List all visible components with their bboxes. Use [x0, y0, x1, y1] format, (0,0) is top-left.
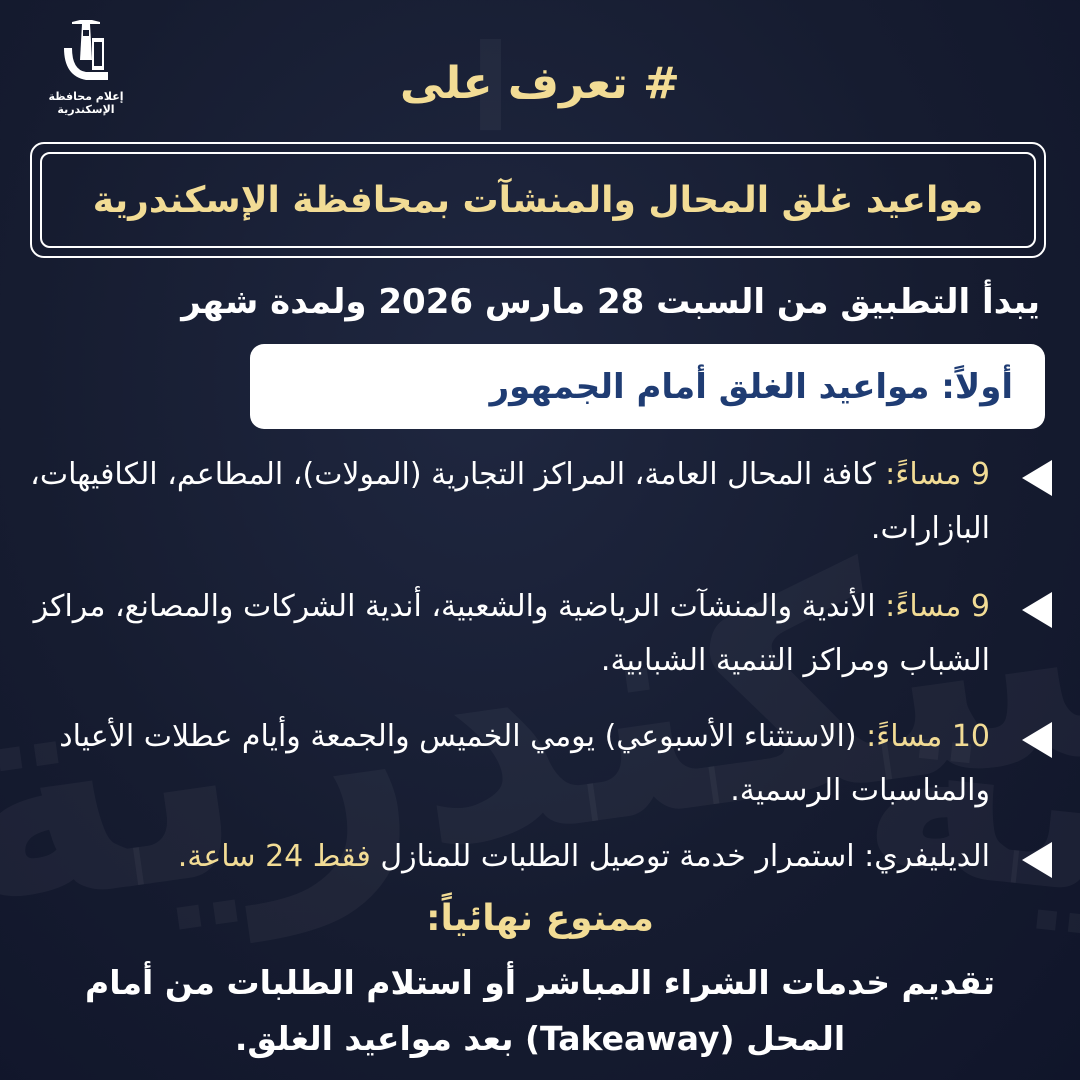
title-frame: [30, 142, 1046, 258]
item-text: (الاستثناء الأسبوعي) يومي الخميس والجمعة وأيام عطلات الأعياد والمناسبات الرسمية.: [59, 719, 990, 808]
closing-time: 9 مساءً:: [885, 457, 990, 492]
item-text: الأندية والمنشآت الرياضية والشعبية، أندية الشركات والمصانع، مراكز الشباب ومراكز التنمية الشبابية.: [33, 589, 990, 678]
closing-time: 10 مساءً:: [866, 719, 990, 754]
triangle-bullet-icon: [1022, 460, 1052, 496]
section-header-box: [250, 344, 1045, 429]
item-text: الديليفري: استمرار خدمة توصيل الطلبات للمنازل: [370, 839, 990, 874]
prohibition-text: تقديم خدمات الشراء المباشر أو استلام الطلبات من أمام المحل (Takeaway) بعد مواعيد الغلق.: [85, 963, 995, 1058]
triangle-bullet-icon: [1022, 722, 1052, 758]
logo-text-line1: إعلام محافظة: [48, 90, 124, 103]
page-title: مواعيد غلق المحال والمنشآت بمحافظة الإسكندرية: [92, 179, 984, 221]
list-item: [20, 580, 990, 688]
prohibition-title: ممنوع نهائياً:: [426, 898, 654, 939]
triangle-bullet-icon: [1022, 592, 1052, 628]
item-text: كافة المحال العامة، المراكز التجارية (المولات)، المطاعم، الكافيهات، البازارات.: [30, 457, 990, 546]
section-title: أولاً: مواعيد الغلق أمام الجمهور: [489, 366, 1013, 407]
list-item: [20, 448, 990, 556]
start-date-text: يبدأ التطبيق من السبت 28 مارس 2026 ولمدة شهر: [181, 282, 1040, 322]
delivery-highlight: فقط 24 ساعة.: [177, 839, 371, 874]
list-item: [20, 830, 990, 884]
hashtag-heading: # تعرف على: [400, 58, 680, 109]
closing-time: 9 مساءً:: [885, 589, 990, 624]
logo-text-line2: الإسكندرية: [57, 103, 115, 116]
list-item: [20, 710, 990, 818]
triangle-bullet-icon: [1022, 842, 1052, 878]
